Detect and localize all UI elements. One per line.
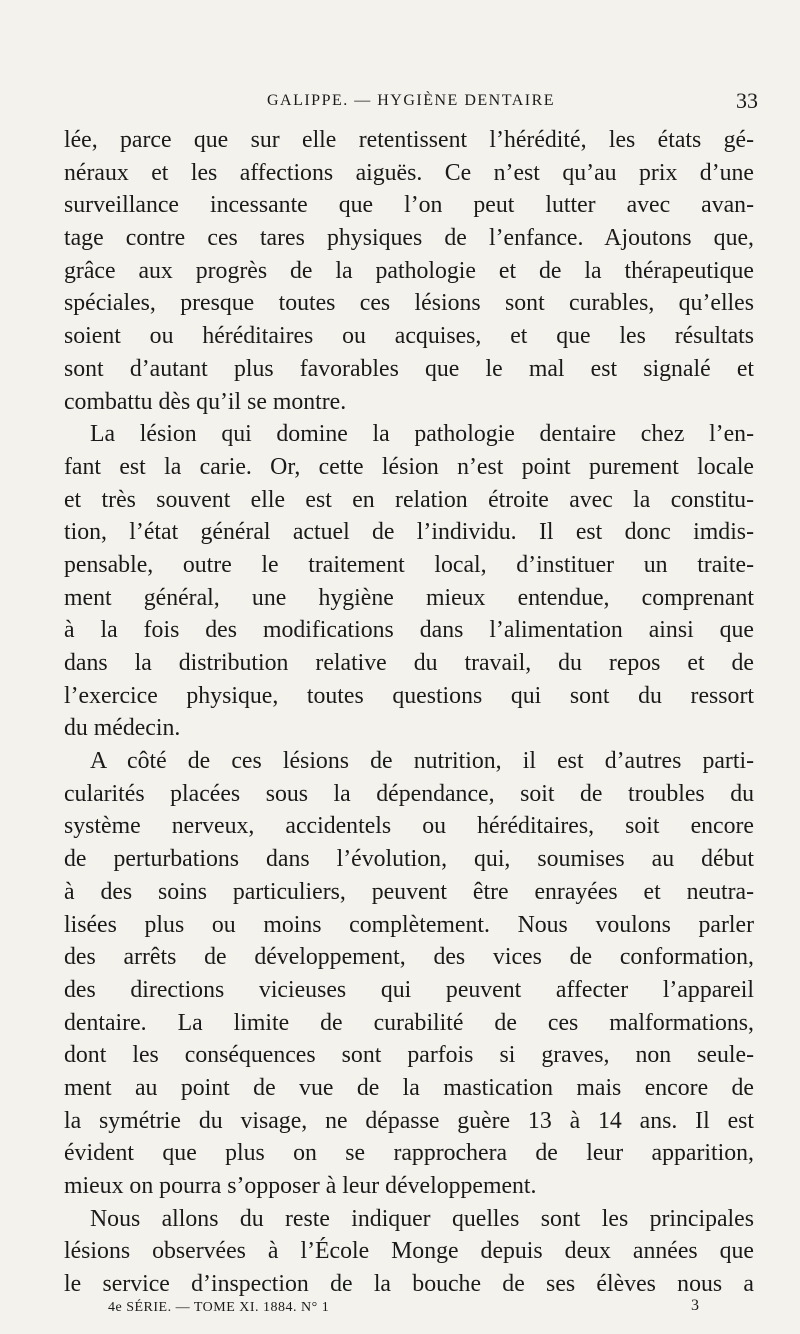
text-line: ment au point de vue de la mastication mais encore de — [64, 1074, 754, 1101]
text-line: dont les conséquences sont parfois si graves, non seule- — [64, 1042, 754, 1069]
text-line: système nerveux, accidentels ou héréditaires, soit encore — [64, 813, 754, 840]
text-line: La lésion qui domine la pathologie dentaire chez l’en- — [90, 421, 754, 448]
text-line: tage contre ces tares physiques de l’enfance. Ajoutons que, — [64, 225, 754, 252]
text-line: à la fois des modifications dans l’alimentation ainsi que — [64, 617, 754, 644]
text-line: A côté de ces lésions de nutrition, il est d’autres parti- — [90, 748, 754, 775]
footer-series-line: 4e SÉRIE. — TOME XI. 1884. N° 1 — [108, 1300, 330, 1315]
text-line: cularités placées sous la dépendance, soit de troubles du — [64, 780, 754, 807]
text-line: mieux on pourra s’opposer à leur développement. — [64, 1173, 537, 1199]
text-line: lée, parce que sur elle retentissent l’hérédité, les états gé- — [64, 127, 754, 153]
text-line: soient ou héréditaires ou acquises, et que les résultats — [64, 323, 754, 350]
text-line: lisées plus ou moins complètement. Nous voulons parler — [64, 911, 754, 938]
text-line: dentaire. La limite de curabilité de ces malformations, — [64, 1009, 754, 1036]
text-line: pensable, outre le traitement local, d’instituer un traite- — [64, 551, 754, 578]
text-line: dans la distribution relative du travail, du repos et de — [64, 650, 754, 676]
text-line: et très souvent elle est en relation étroite avec la constitu- — [64, 486, 754, 513]
text-line: surveillance incessante que l’on peut lutter avec avan- — [64, 192, 754, 219]
text-line: combattu dès qu’il se montre. — [64, 388, 347, 415]
text-line: fant est la carie. Or, cette lésion n’est point purement locale — [64, 453, 754, 480]
text-line: de perturbations dans l’évolution, qui, soumises au début — [64, 846, 754, 873]
text-line: la symétrie du visage, ne dépasse guère 13 à 14 ans. Il est — [64, 1107, 754, 1134]
text-line: le service d’inspection de la bouche de ses élèves nous a — [64, 1271, 754, 1298]
text-line: lésions observées à l’École Monge depuis deux années que — [64, 1238, 754, 1265]
text-line: à des soins particuliers, peuvent être enrayées et neutra- — [64, 878, 754, 905]
text-line: néraux et les affections aiguës. Ce n’est qu’au prix d’une — [64, 159, 754, 186]
text-line: ment général, une hygiène mieux entendue, comprenant — [64, 584, 754, 611]
body-text — [64, 124, 754, 1301]
text-line: des arrêts de développement, des vices de conformation, — [64, 944, 754, 971]
text-line: tion, l’état général actuel de l’individu. Il est donc imdis- — [64, 519, 754, 546]
text-line: spéciales, presque toutes ces lésions sont curables, qu’elles — [64, 290, 754, 317]
text-line: sont d’autant plus favorables que le mal est signalé et — [64, 355, 754, 382]
text-line: grâce aux progrès de la pathologie et de la thérapeutique — [64, 257, 754, 284]
text-line: Nous allons du reste indiquer quelles sont les principales — [90, 1205, 754, 1232]
page-number: 33 — [736, 88, 758, 113]
running-head — [64, 88, 758, 118]
text-line: évident que plus on se rapprochera de leur apparition, — [64, 1140, 754, 1167]
text-line: du médecin. — [64, 715, 181, 742]
text-line: l’exercice physique, toutes questions qui sont du ressort — [64, 682, 754, 709]
text-line: des directions vicieuses qui peuvent affecter l’appareil — [64, 976, 754, 1003]
signature-mark: 3 — [691, 1297, 699, 1314]
running-title: GALIPPE. — HYGIÈNE DENTAIRE — [266, 92, 556, 109]
